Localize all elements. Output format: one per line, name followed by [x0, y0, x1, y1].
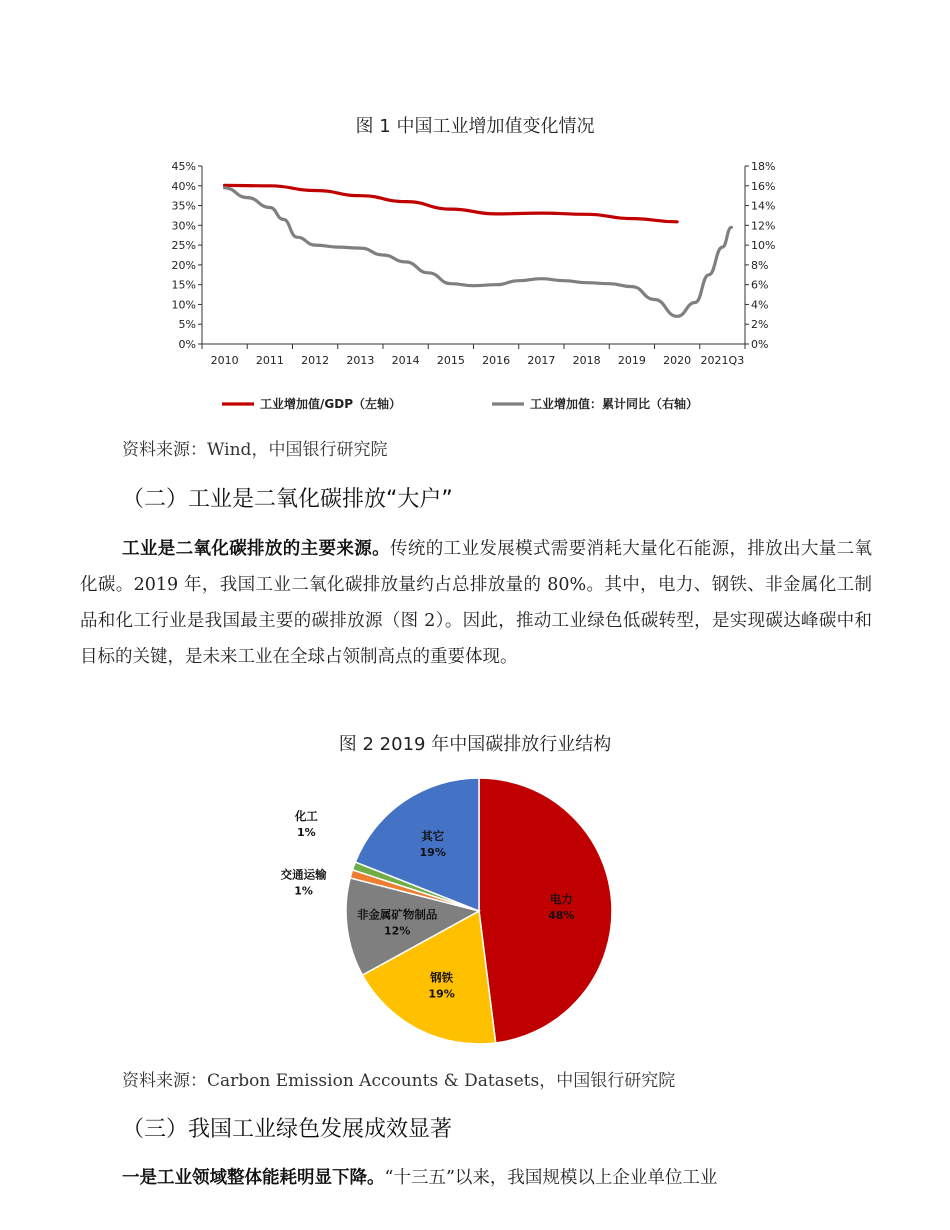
pie-slice-label: 电力 — [549, 891, 573, 906]
left-tick-label: 15% — [171, 278, 196, 292]
pie-slice-label: 其它 — [421, 828, 445, 843]
pie-slice-label: 钢铁 — [430, 970, 454, 985]
x-tick-label: 2016 — [482, 354, 511, 367]
left-tick-label: 0% — [178, 338, 196, 351]
right-tick-label: 4% — [751, 298, 769, 312]
x-tick-label: 2012 — [301, 354, 330, 367]
section-2-paragraph-lead: 工业是二氧化碳排放的主要来源。 — [122, 539, 390, 559]
left-tick-label: 20% — [171, 258, 196, 272]
section-3-paragraph — [80, 1160, 872, 1196]
line-chart — [160, 150, 776, 430]
legend-label: 工业增加值：累计同比（右轴） — [530, 397, 699, 411]
series-line-industry-gdp-share — [225, 185, 677, 221]
section-2-heading: （二）工业是二氧化碳排放“大户” — [122, 487, 453, 512]
series-line-industry-yoy — [225, 188, 732, 316]
left-tick-label: 45% — [171, 160, 196, 173]
pie-slice-value: 19% — [419, 845, 446, 859]
x-tick-label: 2014 — [391, 354, 420, 367]
figure-1-title: 图 1 中国工业增加值变化情况 — [355, 116, 595, 137]
pie-slice-value: 19% — [428, 987, 455, 1001]
pie-chart — [280, 765, 630, 1055]
left-tick-label: 40% — [171, 179, 196, 193]
pie-slice-label: 交通运输 — [280, 867, 327, 882]
right-tick-label: 14% — [751, 199, 776, 213]
x-tick-label: 2013 — [346, 354, 375, 367]
right-tick-label: 18% — [751, 160, 776, 173]
left-tick-label: 35% — [171, 199, 196, 213]
left-tick-label: 30% — [171, 219, 196, 233]
right-tick-label: 2% — [751, 318, 769, 332]
right-tick-label: 0% — [751, 338, 769, 351]
pie-slice-value: 1% — [296, 826, 316, 840]
right-tick-label: 10% — [751, 239, 776, 253]
pie-slice-value: 12% — [384, 924, 411, 938]
left-tick-label: 5% — [178, 318, 196, 332]
x-tick-label: 2011 — [255, 354, 284, 367]
pie-slice-value: 48% — [548, 908, 575, 922]
x-tick-label: 2021Q3 — [700, 354, 745, 367]
figure-2-title: 图 2 2019 年中国碳排放行业结构 — [338, 734, 612, 755]
left-tick-label: 25% — [171, 239, 196, 253]
pie-slice — [479, 778, 612, 1043]
section-3-heading: （三）我国工业绿色发展成效显著 — [122, 1117, 453, 1142]
right-tick-label: 6% — [751, 278, 769, 292]
pie-slice-label: 非金属矿物制品 — [356, 907, 438, 922]
pie-slice-label: 化工 — [294, 809, 318, 824]
x-tick-label: 2015 — [436, 354, 465, 367]
right-tick-label: 16% — [751, 179, 776, 193]
figure-1-source: 资料来源：Wind，中国银行研究院 — [122, 440, 388, 460]
x-tick-label: 2020 — [663, 354, 692, 367]
legend-label: 工业增加值/GDP（左轴） — [260, 397, 401, 411]
x-tick-label: 2019 — [617, 354, 646, 367]
section-3-paragraph-body: “十三五”以来，我国规模以上企业单位工业 — [384, 1168, 718, 1188]
section-3-paragraph-lead: 一是工业领域整体能耗明显下降。 — [122, 1168, 385, 1188]
x-tick-label: 2017 — [527, 354, 556, 367]
section-2-paragraph-body: 传统的工业发展模式需要消耗大量化石能源，排放出大量二氧化碳。2019 年，我国工业二氧化碳排放量约占总排放量的 80%。其中，电力、钢铁、非金属化工制品和化工行业是我国最主要的碳排放源（图 2）。因此，推动工业绿色低碳转型，是实现碳达峰碳中和目标的关键，是未来工业在全球占领制高点的重要体现。 — [80, 539, 873, 667]
section-2-paragraph — [80, 531, 872, 675]
pie-slice-value: 1% — [294, 884, 313, 898]
x-tick-label: 2018 — [572, 354, 601, 367]
right-tick-label: 12% — [751, 219, 776, 233]
left-tick-label: 10% — [171, 298, 196, 312]
x-tick-label: 2010 — [210, 354, 239, 367]
figure-2-source: 资料来源：Carbon Emission Accounts & Datasets，中国银行研究院 — [122, 1071, 676, 1091]
right-tick-label: 8% — [751, 258, 769, 272]
